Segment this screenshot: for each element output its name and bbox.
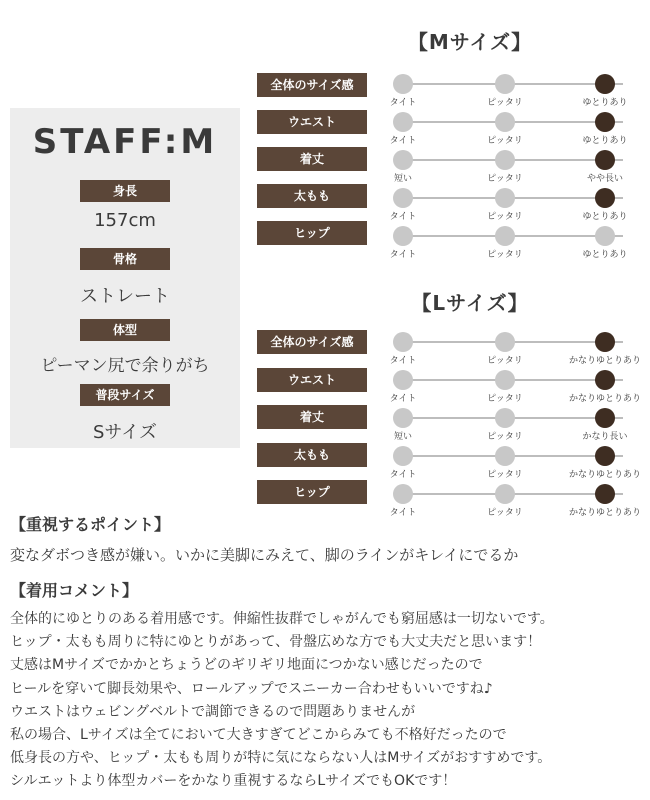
scale-dot-left	[393, 188, 413, 208]
scale-dot-right	[595, 188, 615, 208]
comment-line: ヒップ・太もも周りに特にゆとりがあって、骨盤広めな方でも大丈夫だと思います！	[10, 634, 542, 651]
m-size-row-label: ウエスト	[257, 110, 367, 134]
scale-dot-right	[595, 484, 615, 504]
frame-value: ストレート	[80, 286, 170, 307]
scale-dot-left	[393, 332, 413, 352]
comment-line: ウエストはウェビングベルトで調節できるので問題ありませんが	[10, 703, 416, 720]
scale-text-right: かなりゆとりあり	[568, 470, 641, 480]
scale-text-mid: ピッタリ	[487, 470, 523, 480]
scale-dot-left	[393, 370, 413, 390]
staff-card	[10, 108, 240, 448]
scale-text-right: かなりゆとりあり	[568, 394, 641, 404]
point-text: 変なダボつき感が嫌い。いかに美脚にみえて、脚のラインがキレイにでるか	[10, 546, 519, 564]
point-heading: 【重視するポイント】	[10, 515, 171, 534]
comment-line: 私の場合、Lサイズは全てにおいて大きすぎてどこからみても不格好だったので	[10, 727, 507, 743]
comment-heading: 【着用コメント】	[10, 581, 139, 600]
scale-dot-right	[595, 226, 615, 246]
m-size-scale	[380, 112, 650, 148]
scale-dot-mid	[495, 150, 515, 170]
height-value: 157cm	[94, 210, 156, 231]
scale-dot-left	[393, 484, 413, 504]
scale-text-right: かなり長い	[582, 432, 628, 442]
m-size-row-label: ヒップ	[257, 221, 367, 245]
scale-text-right: やや長い	[586, 174, 623, 184]
body-value: ピーマン尻で余りがち	[40, 356, 210, 376]
l-size-scale	[380, 408, 650, 444]
scale-text-right: ゆとりあり	[582, 136, 628, 146]
scale-text-mid: ピッタリ	[487, 394, 523, 404]
staff-title: STAFF:M	[32, 122, 218, 162]
scale-dot-mid	[495, 370, 515, 390]
scale-text-left: タイト	[389, 356, 417, 366]
height-label: 身長	[80, 180, 170, 202]
scale-dot-mid	[495, 112, 515, 132]
scale-text-left: タイト	[389, 394, 417, 404]
comment-line: 丈感はMサイズでかかとちょうどのギリギリ地面につかない感じだったので	[10, 657, 483, 674]
scale-dot-left	[393, 74, 413, 94]
scale-dot-mid	[495, 408, 515, 428]
scale-text-right: ゆとりあり	[582, 250, 628, 260]
scale-text-left: タイト	[389, 98, 417, 108]
m-size-scale	[380, 226, 650, 262]
scale-dot-right	[595, 112, 615, 132]
scale-text-mid: ピッタリ	[487, 508, 523, 518]
scale-text-right: かなりゆとりあり	[568, 356, 641, 366]
usual-size-label: 普段サイズ	[80, 384, 170, 406]
l-size-scale	[380, 446, 650, 482]
scale-text-mid: ピッタリ	[487, 356, 523, 366]
scale-text-left: タイト	[389, 212, 417, 222]
scale-text-left: 短い	[393, 174, 412, 184]
m-size-scale	[380, 188, 650, 224]
l-size-title: 【Lサイズ】	[411, 291, 529, 315]
scale-dot-mid	[495, 226, 515, 246]
scale-dot-left	[393, 446, 413, 466]
m-size-scale	[380, 74, 650, 110]
m-size-row-label: 着丈	[257, 147, 367, 171]
scale-dot-right	[595, 150, 615, 170]
scale-text-right: ゆとりあり	[582, 98, 628, 108]
scale-dot-left	[393, 150, 413, 170]
l-size-row-label: 着丈	[257, 405, 367, 429]
scale-dot-right	[595, 74, 615, 94]
frame-label: 骨格	[80, 248, 170, 270]
scale-text-mid: ピッタリ	[487, 174, 523, 184]
scale-dot-mid	[495, 332, 515, 352]
m-size-row-label: 全体のサイズ感	[257, 73, 367, 97]
l-size-row-label: 全体のサイズ感	[257, 330, 367, 354]
comment-line: ヒールを穿いて脚長効果や、ロールアップでスニーカー合わせもいいですね♪	[10, 680, 493, 697]
m-size-row-label: 太もも	[257, 184, 367, 208]
l-size-scale	[380, 332, 650, 368]
scale-text-mid: ピッタリ	[487, 98, 523, 108]
m-size-title: 【Mサイズ】	[407, 30, 533, 54]
l-size-scale	[380, 370, 650, 406]
scale-text-mid: ピッタリ	[487, 250, 523, 260]
scale-text-left: タイト	[389, 470, 417, 480]
scale-dot-left	[393, 408, 413, 428]
l-size-row-label: ウエスト	[257, 368, 367, 392]
scale-text-left: タイト	[389, 250, 417, 260]
comment-line: シルエットより体型カバーをかなり重視するならLサイズでもOKです！	[10, 773, 457, 790]
scale-dot-right	[595, 370, 615, 390]
scale-text-mid: ピッタリ	[487, 432, 523, 442]
scale-dot-right	[595, 332, 615, 352]
scale-dot-left	[393, 112, 413, 132]
scale-dot-left	[393, 226, 413, 246]
scale-dot-mid	[495, 446, 515, 466]
body-label: 体型	[80, 319, 170, 341]
scale-dot-right	[595, 408, 615, 428]
l-size-row-label: 太もも	[257, 443, 367, 467]
scale-text-mid: ピッタリ	[487, 212, 523, 222]
scale-text-right: ゆとりあり	[582, 212, 628, 222]
scale-text-left: タイト	[389, 508, 417, 518]
scale-dot-right	[595, 446, 615, 466]
scale-text-left: 短い	[393, 432, 412, 442]
l-size-row-label: ヒップ	[257, 480, 367, 504]
comment-line: 低身長の方や、ヒップ・太もも周りが特に気にならない人はMサイズがおすすめです。	[10, 750, 552, 767]
m-size-scale	[380, 150, 650, 186]
scale-dot-mid	[495, 74, 515, 94]
scale-dot-mid	[495, 188, 515, 208]
scale-text-right: かなりゆとりあり	[568, 508, 641, 518]
l-size-scale	[380, 484, 650, 520]
scale-text-mid: ピッタリ	[487, 136, 523, 146]
usual-size-value: Sサイズ	[93, 422, 157, 443]
scale-text-left: タイト	[389, 136, 417, 146]
scale-dot-mid	[495, 484, 515, 504]
comment-line: 全体的にゆとりのある着用感です。伸縮性抜群でしゃがんでも窮屈感は一切ないです。	[10, 611, 554, 627]
